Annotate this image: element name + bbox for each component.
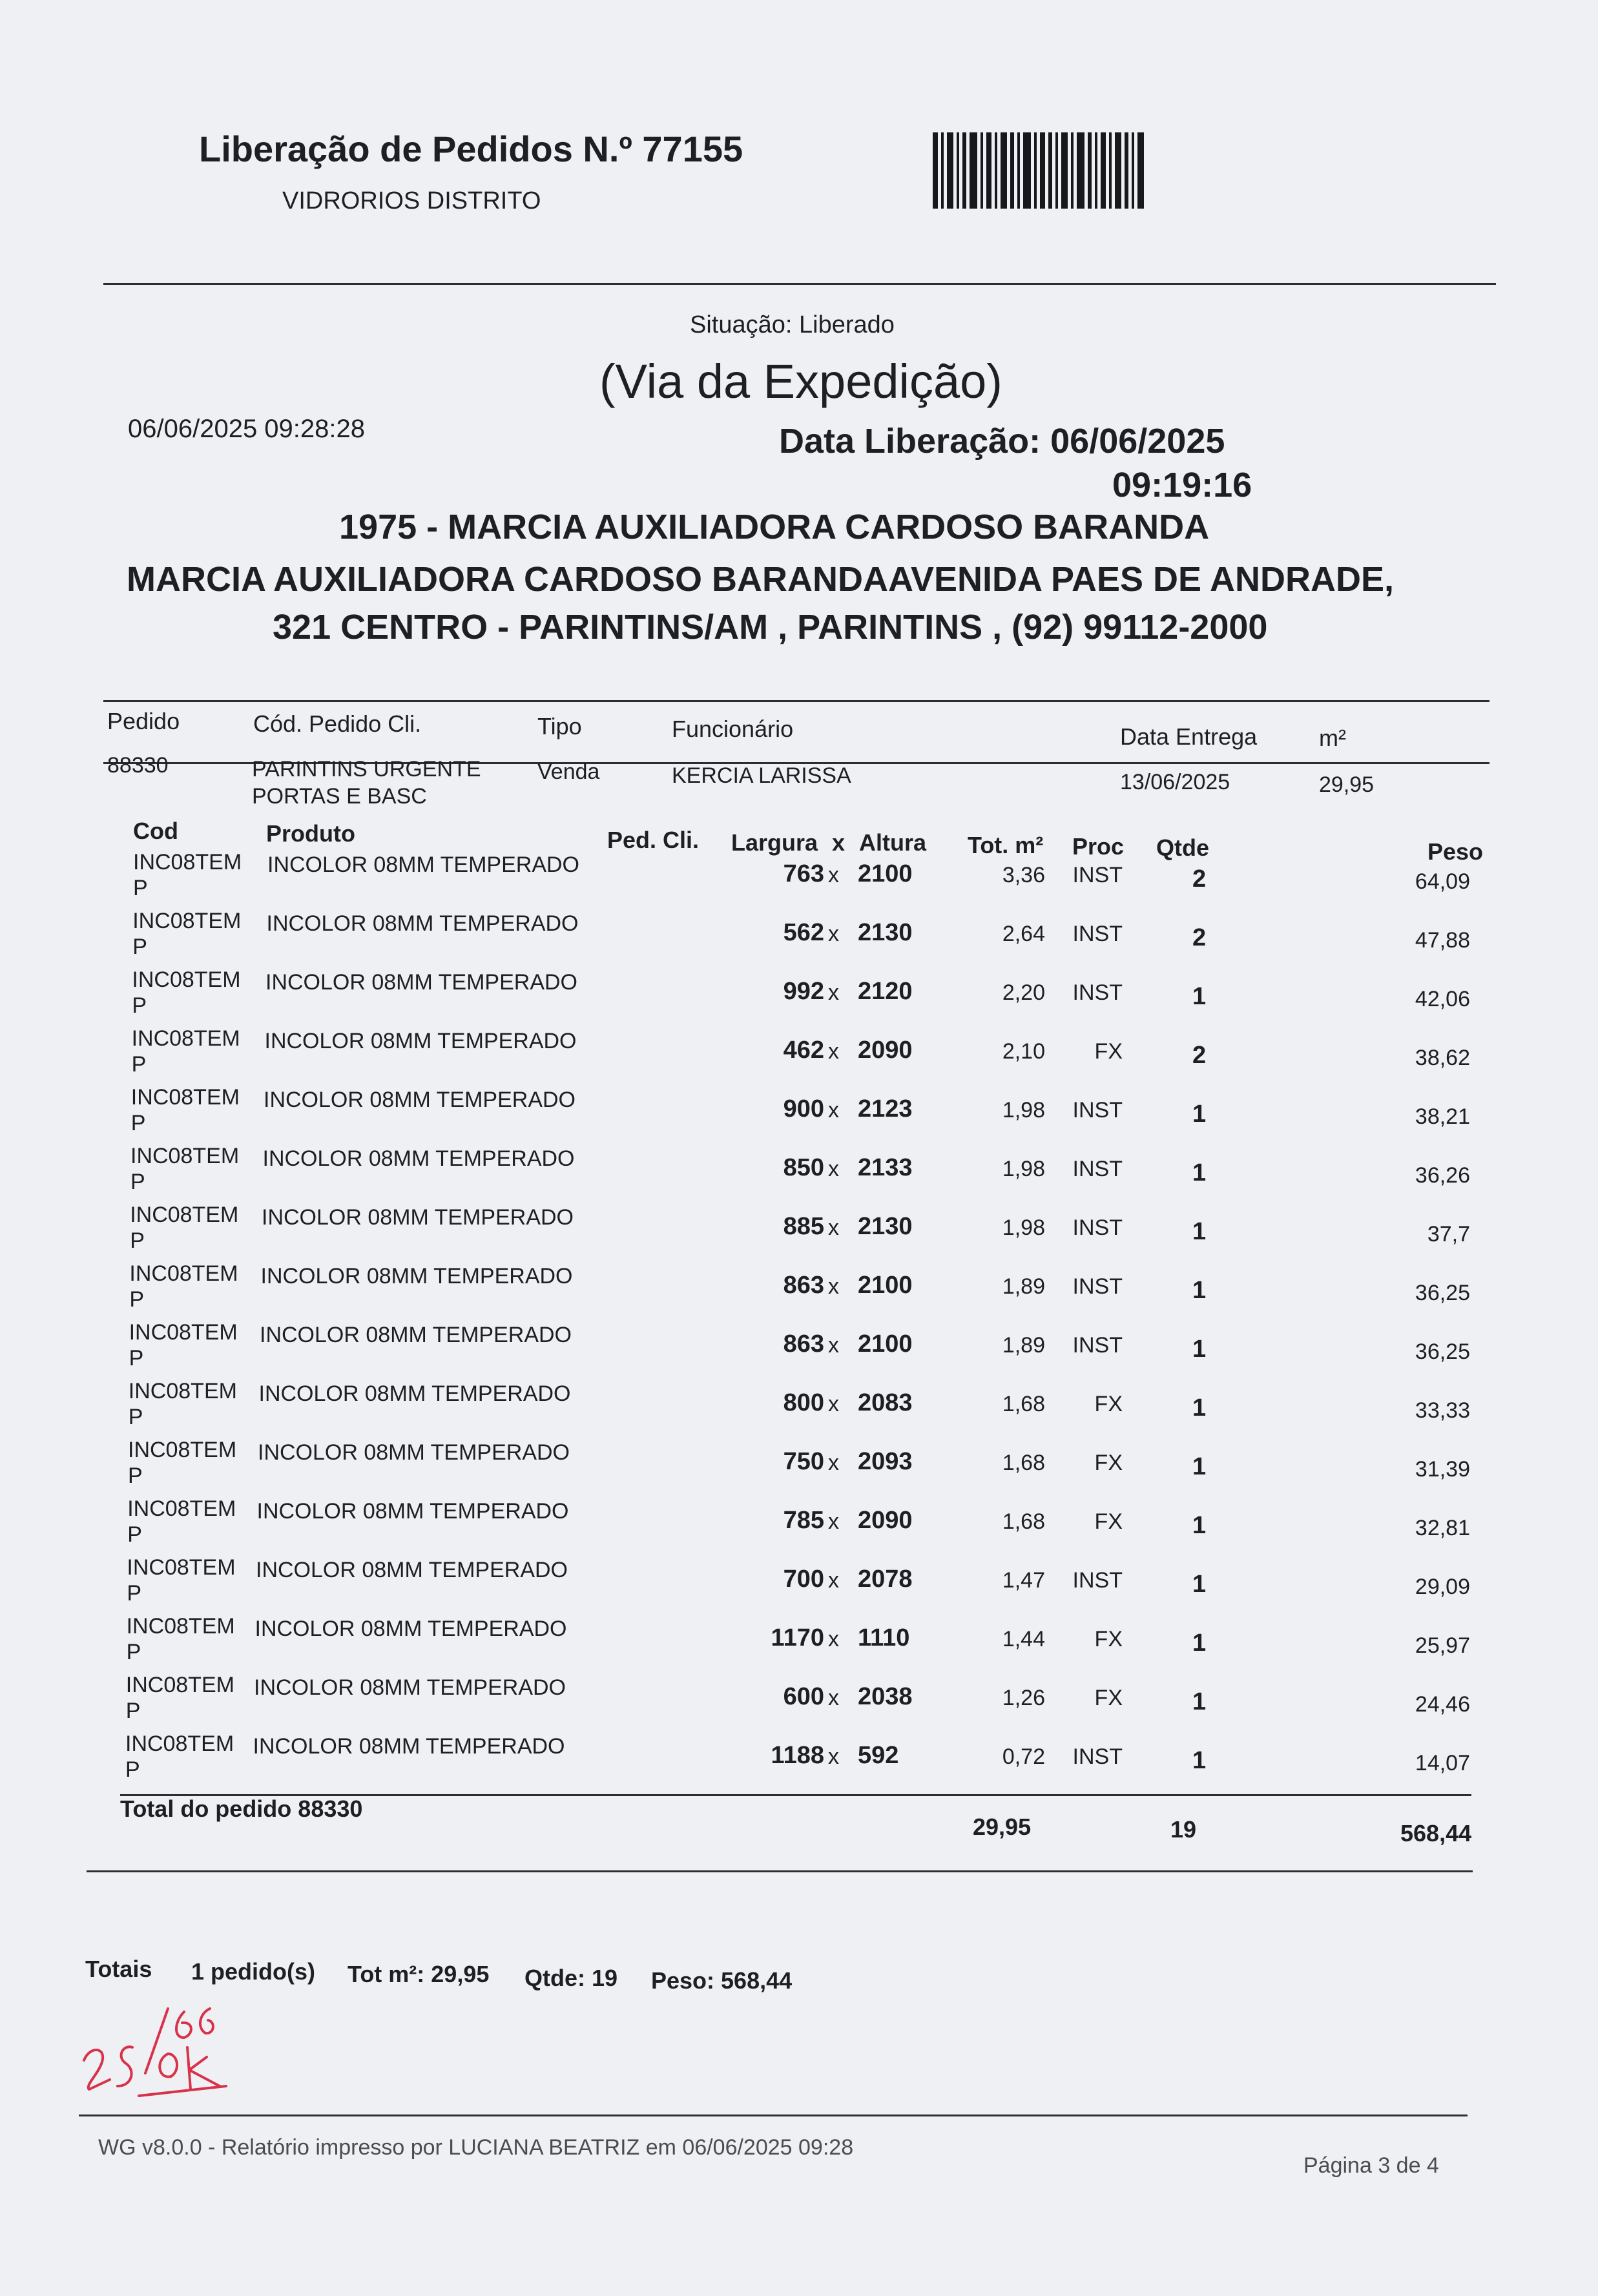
release-time: 09:19:16 — [1112, 466, 1252, 504]
row-qtde: 2 — [1192, 1042, 1207, 1069]
row-proc: INST — [1072, 863, 1123, 887]
row-altura: 2078 — [858, 1566, 913, 1593]
row-x: x — [828, 1157, 839, 1181]
total-m2: 29,95 — [973, 1814, 1032, 1840]
row-largura: 785 — [783, 1507, 824, 1534]
row-cod: INC08TEM — [129, 1261, 238, 1286]
row-cod: INC08TEM — [130, 1203, 239, 1227]
row-proc: INST — [1072, 1098, 1123, 1122]
row-largura: 1170 — [771, 1624, 824, 1651]
row-proc: INST — [1072, 1157, 1123, 1181]
company-name: VIDRORIOS DISTRITO — [282, 187, 541, 214]
row-qtde: 1 — [1192, 1218, 1207, 1245]
items-header-produto: Produto — [266, 820, 355, 847]
row-peso: 31,39 — [1415, 1457, 1470, 1482]
row-x: x — [828, 1392, 839, 1416]
report-title: Liberação de Pedidos N.º 77155 — [199, 129, 743, 169]
items-header-tot-m2: Tot. m² — [968, 832, 1044, 858]
row-qtde: 2 — [1192, 865, 1207, 893]
row-produto: INCOLOR 08MM TEMPERADO — [267, 853, 580, 877]
row-altura: 2083 — [858, 1389, 913, 1416]
row-x: x — [828, 1039, 839, 1064]
row-altura: 2130 — [858, 1213, 913, 1240]
row-altura: 2100 — [858, 1330, 913, 1358]
row-proc: FX — [1094, 1039, 1123, 1064]
total-label: Total do pedido 88330 — [120, 1795, 363, 1822]
col-header-data-entrega: Data Entrega — [1120, 723, 1258, 750]
row-cod: INC08TEM — [125, 1673, 234, 1697]
row-peso: 33,33 — [1415, 1398, 1470, 1423]
row-proc: INST — [1072, 980, 1123, 1005]
row-peso: 38,21 — [1415, 1104, 1470, 1129]
row-x: x — [828, 980, 839, 1005]
row-qtde: 1 — [1192, 1277, 1207, 1304]
row-largura: 462 — [783, 1037, 824, 1064]
row-x: x — [828, 1568, 839, 1593]
row-cod-suffix: P — [126, 1640, 141, 1664]
row-qtde: 1 — [1192, 1101, 1207, 1128]
row-tot-m2: 1,98 — [1002, 1098, 1045, 1122]
row-largura: 1188 — [771, 1742, 824, 1769]
row-largura: 900 — [783, 1095, 824, 1122]
row-cod-suffix: P — [125, 1757, 140, 1782]
row-proc: INST — [1072, 1333, 1123, 1358]
row-proc: FX — [1094, 1686, 1123, 1710]
col-header-cod-pedido-cli: Cód. Pedido Cli. — [253, 710, 422, 737]
row-cod-suffix: P — [132, 935, 147, 959]
row-produto: INCOLOR 08MM TEMPERADO — [260, 1323, 572, 1347]
row-produto: INCOLOR 08MM TEMPERADO — [253, 1734, 565, 1759]
row-cod-suffix: P — [130, 1111, 146, 1135]
row-qtde: 1 — [1192, 1394, 1207, 1422]
row-peso: 36,25 — [1415, 1281, 1470, 1305]
row-qtde: 1 — [1192, 1747, 1207, 1774]
row-produto: INCOLOR 08MM TEMPERADO — [258, 1381, 571, 1406]
row-tot-m2: 1,98 — [1002, 1157, 1045, 1181]
row-peso: 38,62 — [1415, 1046, 1470, 1070]
totals-qtde: Qtde: 19 — [524, 1965, 618, 1991]
row-largura: 700 — [783, 1566, 824, 1593]
row-peso: 36,26 — [1415, 1163, 1470, 1188]
order-cod-pedido-cli-2: PORTAS E BASC — [252, 784, 427, 809]
row-altura: 2123 — [858, 1095, 913, 1122]
row-cod: INC08TEM — [132, 909, 242, 933]
row-largura: 600 — [783, 1683, 824, 1710]
row-peso: 42,06 — [1415, 987, 1470, 1011]
row-tot-m2: 0,72 — [1002, 1744, 1045, 1769]
row-produto: INCOLOR 08MM TEMPERADO — [264, 1029, 577, 1053]
row-x: x — [828, 1098, 839, 1122]
row-x: x — [828, 1686, 839, 1710]
row-tot-m2: 1,26 — [1002, 1686, 1045, 1710]
row-x: x — [828, 1744, 839, 1769]
row-proc: FX — [1094, 1509, 1123, 1534]
row-tot-m2: 1,89 — [1002, 1333, 1045, 1358]
row-cod-suffix: P — [129, 1287, 145, 1312]
row-qtde: 1 — [1192, 1688, 1207, 1715]
row-altura: 2130 — [858, 919, 913, 946]
row-tot-m2: 1,47 — [1002, 1568, 1045, 1593]
row-peso: 64,09 — [1415, 869, 1470, 894]
release-date: Data Liberação: 06/06/2025 — [779, 422, 1225, 460]
row-qtde: 1 — [1192, 1159, 1207, 1186]
row-qtde: 1 — [1192, 1629, 1207, 1657]
row-largura: 562 — [783, 919, 824, 946]
row-altura: 2093 — [858, 1448, 913, 1475]
status-text: Situação: Liberado — [690, 311, 895, 338]
row-proc: INST — [1072, 1215, 1123, 1240]
row-qtde: 1 — [1192, 1512, 1207, 1539]
footer-divider — [79, 2115, 1468, 2116]
row-x: x — [828, 1451, 839, 1475]
row-cod-suffix: P — [132, 993, 147, 1018]
col-header-tipo: Tipo — [537, 713, 582, 739]
row-largura: 750 — [783, 1448, 824, 1475]
row-produto: INCOLOR 08MM TEMPERADO — [262, 1205, 574, 1230]
row-altura: 2090 — [858, 1037, 913, 1064]
row-cod: INC08TEM — [130, 1144, 240, 1168]
row-tot-m2: 1,89 — [1002, 1274, 1045, 1299]
items-header-x: x — [832, 829, 846, 856]
row-cod-suffix: P — [129, 1346, 144, 1370]
row-tot-m2: 1,68 — [1002, 1392, 1045, 1416]
row-proc: INST — [1072, 1274, 1123, 1299]
barcode-icon — [933, 132, 1147, 209]
items-header-cod: Cod — [133, 818, 178, 844]
row-peso: 25,97 — [1415, 1633, 1470, 1658]
items-header-largura: Largura — [731, 829, 818, 856]
row-cod: INC08TEM — [128, 1438, 237, 1462]
col-header-pedido: Pedido — [107, 708, 180, 734]
totals-label: Totais — [85, 1956, 152, 1982]
order-tipo: Venda — [537, 760, 600, 784]
row-produto: INCOLOR 08MM TEMPERADO — [256, 1499, 569, 1524]
row-x: x — [828, 1333, 839, 1358]
row-largura: 800 — [783, 1389, 824, 1416]
order-cod-pedido-cli-1: PARINTINS URGENTE — [252, 757, 481, 781]
row-x: x — [828, 922, 839, 946]
row-cod: INC08TEM — [125, 1732, 234, 1756]
row-x: x — [828, 863, 839, 887]
row-cod-suffix: P — [128, 1405, 143, 1429]
row-qtde: 1 — [1192, 983, 1207, 1010]
row-produto: INCOLOR 08MM TEMPERADO — [254, 1675, 566, 1700]
row-altura: 2133 — [858, 1154, 913, 1181]
row-x: x — [828, 1627, 839, 1651]
row-largura: 850 — [783, 1154, 824, 1181]
handwritten-note-icon — [71, 1983, 239, 2131]
row-produto: INCOLOR 08MM TEMPERADO — [265, 970, 578, 995]
row-qtde: 1 — [1192, 1336, 1207, 1363]
client-name: 1975 - MARCIA AUXILIADORA CARDOSO BARANDA — [339, 508, 1210, 546]
row-altura: 2100 — [858, 860, 913, 887]
row-produto: INCOLOR 08MM TEMPERADO — [256, 1558, 568, 1582]
row-cod-suffix: P — [130, 1170, 145, 1194]
row-cod-suffix: P — [133, 876, 148, 900]
row-largura: 863 — [783, 1272, 824, 1299]
row-peso: 47,88 — [1415, 928, 1470, 953]
row-cod: INC08TEM — [126, 1614, 235, 1639]
order-data-entrega: 13/06/2025 — [1120, 770, 1230, 794]
row-altura: 592 — [858, 1742, 899, 1769]
page-number: Página 3 de 4 — [1303, 2153, 1439, 2178]
row-altura: 2038 — [858, 1683, 913, 1710]
row-altura: 1110 — [858, 1624, 910, 1651]
row-cod-suffix: P — [128, 1463, 143, 1488]
row-tot-m2: 2,20 — [1002, 980, 1045, 1005]
header-divider — [103, 283, 1496, 285]
client-address-line1: MARCIA AUXILIADORA CARDOSO BARANDAAVENIDA PAES DE ANDRADE, — [127, 560, 1395, 599]
row-tot-m2: 3,36 — [1002, 863, 1045, 887]
row-largura: 992 — [783, 978, 824, 1005]
row-proc: FX — [1094, 1392, 1123, 1416]
items-header-qtde: Qtde — [1156, 834, 1210, 861]
row-tot-m2: 2,64 — [1002, 922, 1045, 946]
row-largura: 863 — [783, 1330, 824, 1358]
row-peso: 36,25 — [1415, 1339, 1470, 1364]
row-cod-suffix: P — [130, 1228, 145, 1253]
row-altura: 2100 — [858, 1272, 913, 1299]
row-produto: INCOLOR 08MM TEMPERADO — [258, 1440, 570, 1465]
row-cod: INC08TEM — [131, 1026, 240, 1051]
totals-divider — [87, 1870, 1473, 1872]
row-peso: 14,07 — [1415, 1751, 1470, 1775]
row-produto: INCOLOR 08MM TEMPERADO — [254, 1617, 567, 1641]
row-cod: INC08TEM — [130, 1085, 240, 1110]
printed-by: WG v8.0.0 - Relatório impresso por LUCIANA BEATRIZ em 06/06/2025 09:28 — [98, 2135, 854, 2160]
col-header-m2: m² — [1319, 725, 1346, 751]
row-tot-m2: 2,10 — [1002, 1039, 1045, 1064]
row-cod: INC08TEM — [127, 1555, 236, 1580]
row-tot-m2: 1,98 — [1002, 1215, 1045, 1240]
row-cod: INC08TEM — [129, 1320, 238, 1345]
client-address-line2: 321 CENTRO - PARINTINS/AM , PARINTINS , (92) 99112-2000 — [273, 608, 1268, 646]
row-produto: INCOLOR 08MM TEMPERADO — [266, 911, 579, 936]
row-qtde: 1 — [1192, 1453, 1207, 1480]
total-peso: 568,44 — [1400, 1820, 1472, 1846]
row-largura: 885 — [783, 1213, 824, 1240]
row-cod-suffix: P — [127, 1581, 142, 1606]
order-table-top-line — [103, 700, 1489, 702]
row-cod-suffix: P — [125, 1699, 141, 1723]
row-x: x — [828, 1509, 839, 1534]
order-pedido: 88330 — [107, 753, 169, 778]
row-cod-suffix: P — [127, 1522, 142, 1547]
row-proc: FX — [1094, 1627, 1123, 1651]
row-peso: 29,09 — [1415, 1575, 1470, 1599]
row-peso: 32,81 — [1415, 1516, 1470, 1540]
items-header-proc: Proc — [1072, 833, 1125, 860]
row-cod-suffix: P — [131, 1052, 147, 1077]
row-x: x — [828, 1274, 839, 1299]
col-header-funcionario: Funcionário — [672, 716, 794, 742]
order-funcionario: KERCIA LARISSA — [672, 763, 851, 788]
row-tot-m2: 1,68 — [1002, 1509, 1045, 1534]
copy-label: (Via da Expedição) — [599, 355, 1002, 408]
row-proc: INST — [1072, 922, 1123, 946]
row-qtde: 2 — [1192, 924, 1207, 951]
row-largura: 763 — [783, 860, 824, 887]
row-cod: INC08TEM — [133, 850, 242, 874]
row-produto: INCOLOR 08MM TEMPERADO — [262, 1146, 575, 1171]
items-header-altura: Altura — [859, 829, 927, 856]
totals-pedidos: 1 pedido(s) — [191, 1958, 316, 1985]
row-tot-m2: 1,68 — [1002, 1451, 1045, 1475]
items-header-peso: Peso — [1427, 838, 1484, 865]
print-timestamp: 06/06/2025 09:28:28 — [128, 415, 366, 443]
row-cod: INC08TEM — [127, 1496, 236, 1521]
row-qtde: 1 — [1192, 1571, 1207, 1598]
totals-m2: Tot m²: 29,95 — [348, 1961, 490, 1987]
row-proc: INST — [1072, 1744, 1123, 1769]
row-x: x — [828, 1215, 839, 1240]
totals-peso: Peso: 568,44 — [651, 1967, 793, 1994]
row-proc: INST — [1072, 1568, 1123, 1593]
row-tot-m2: 1,44 — [1002, 1627, 1045, 1651]
row-peso: 24,46 — [1415, 1692, 1470, 1717]
row-proc: FX — [1094, 1451, 1123, 1475]
total-qtde: 19 — [1170, 1816, 1197, 1843]
row-produto: INCOLOR 08MM TEMPERADO — [264, 1088, 576, 1112]
row-altura: 2120 — [858, 978, 913, 1005]
row-produto: INCOLOR 08MM TEMPERADO — [260, 1264, 573, 1288]
row-altura: 2090 — [858, 1507, 913, 1534]
row-peso: 37,7 — [1427, 1222, 1470, 1246]
items-header-ped-cli: Ped. Cli. — [607, 827, 700, 853]
row-cod: INC08TEM — [132, 967, 241, 992]
row-cod: INC08TEM — [128, 1379, 237, 1403]
order-m2: 29,95 — [1319, 772, 1375, 797]
